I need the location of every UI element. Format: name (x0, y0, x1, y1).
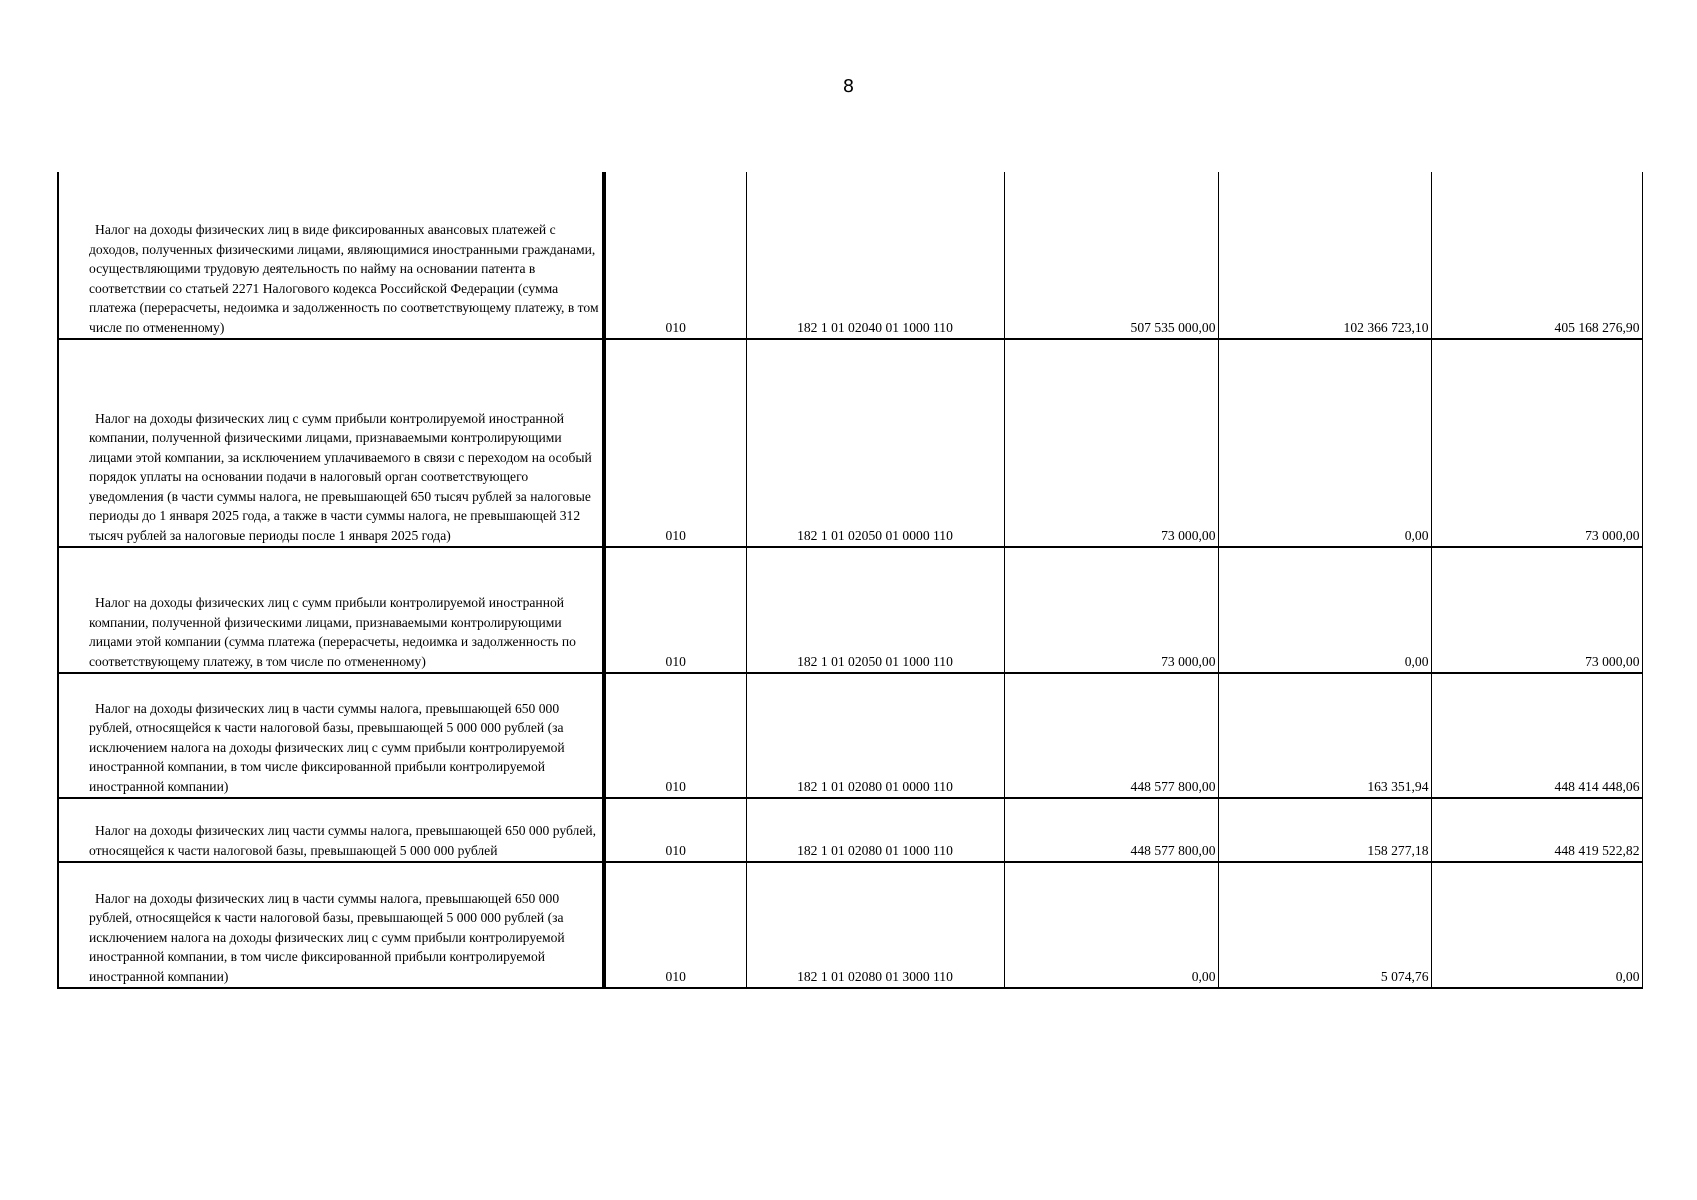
kbk-code-cell: 182 1 01 02080 01 0000 110 (746, 673, 1004, 798)
unexecuted-amount-cell: 73 000,00 (1431, 547, 1642, 673)
description-text: Налог на доходы физических лиц части суммы налога, превышающей 650 000 рублей, относящейся к части налоговой базы, превышающей 5 000 000 рублей (89, 823, 597, 858)
table-row (58, 862, 1642, 988)
description-text: Налог на доходы физических лиц в виде фиксированных авансовых платежей с доходов, полученных физическими лицами, являющимися иностранными гражданами, осуществляющими трудовую деятельность по найму на основании патента в соответствии со статьей 2271 Налогового кодекса Российской Федерации (сумма платежа (перерасчеты, недоимка и задолженность по соответствующему платежу, в том числе по отмененному) (89, 222, 599, 335)
approved-amount-cell: 0,00 (1004, 862, 1218, 988)
executed-amount-cell: 158 277,18 (1218, 798, 1431, 862)
line-code-cell: 010 (604, 547, 746, 673)
executed-amount-cell: 5 074,76 (1218, 862, 1431, 988)
description-text: Налог на доходы физических лиц с сумм прибыли контролируемой иностранной компании, полученной физическими лицами, признаваемыми контролирующими лицами этой компании (сумма платежа (перерасчеты, недоимка и задолженность по соответствующему платежу, в том числе по отмененному) (89, 595, 576, 669)
kbk-code-cell: 182 1 01 02050 01 0000 110 (746, 339, 1004, 547)
description-cell (58, 862, 604, 988)
description-cell (58, 673, 604, 798)
description-cell (58, 339, 604, 547)
executed-amount-cell: 163 351,94 (1218, 673, 1431, 798)
line-code-cell: 010 (604, 673, 746, 798)
table-row (58, 673, 1642, 798)
kbk-code-cell: 182 1 01 02040 01 1000 110 (746, 172, 1004, 339)
executed-amount-cell: 0,00 (1218, 547, 1431, 673)
kbk-code-cell: 182 1 01 02080 01 3000 110 (746, 862, 1004, 988)
description-cell (58, 547, 604, 673)
table-row (58, 339, 1642, 547)
table-row (58, 172, 1642, 339)
line-code-cell: 010 (604, 172, 746, 339)
executed-amount-cell: 0,00 (1218, 339, 1431, 547)
description-cell (58, 172, 604, 339)
table-row (58, 798, 1642, 862)
description-text: Налог на доходы физических лиц в части суммы налога, превышающей 650 000 рублей, относящейся к части налоговой базы, превышающей 5 000 000 рублей (за исключением налога на доходы физических лиц с сумм прибыли контролируемой иностранной компании, в том числе фиксированной прибыли контролируемой иностранной компании) (89, 700, 565, 794)
approved-amount-cell: 73 000,00 (1004, 547, 1218, 673)
unexecuted-amount-cell: 405 168 276,90 (1431, 172, 1642, 339)
revenue-table (57, 172, 1643, 989)
line-code-cell: 010 (604, 339, 746, 547)
description-text: Налог на доходы физических лиц в части суммы налога, превышающей 650 000 рублей, относящейся к части налоговой базы, превышающей 5 000 000 рублей (за исключением налога на доходы физических лиц с сумм прибыли контролируемой иностранной компании, в том числе фиксированной прибыли контролируемой иностранной компании) (89, 890, 565, 984)
line-code-cell: 010 (604, 798, 746, 862)
unexecuted-amount-cell: 448 414 448,06 (1431, 673, 1642, 798)
approved-amount-cell: 448 577 800,00 (1004, 798, 1218, 862)
approved-amount-cell: 507 535 000,00 (1004, 172, 1218, 339)
approved-amount-cell: 73 000,00 (1004, 339, 1218, 547)
kbk-code-cell: 182 1 01 02050 01 1000 110 (746, 547, 1004, 673)
description-cell (58, 798, 604, 862)
unexecuted-amount-cell: 73 000,00 (1431, 339, 1642, 547)
kbk-code-cell: 182 1 01 02080 01 1000 110 (746, 798, 1004, 862)
approved-amount-cell: 448 577 800,00 (1004, 673, 1218, 798)
line-code-cell: 010 (604, 862, 746, 988)
unexecuted-amount-cell: 448 419 522,82 (1431, 798, 1642, 862)
unexecuted-amount-cell: 0,00 (1431, 862, 1642, 988)
executed-amount-cell: 102 366 723,10 (1218, 172, 1431, 339)
description-text: Налог на доходы физических лиц с сумм прибыли контролируемой иностранной компании, полученной физическими лицами, признаваемыми контролирующими лицами этой компании, за исключением уплачиваемого в связи с переходом на особый порядок уплаты на основании подачи в налоговый орган соответствующего уведомления (в части суммы налога, не превышающей 650 тысяч рублей за налоговые периоды до 1 января 2025 года, а также в части суммы налога, не превышающей 312 тысяч рублей за налоговые периоды после 1 января 2025 года) (89, 410, 592, 543)
page-number: 8 (842, 76, 855, 97)
table-row (58, 547, 1642, 673)
